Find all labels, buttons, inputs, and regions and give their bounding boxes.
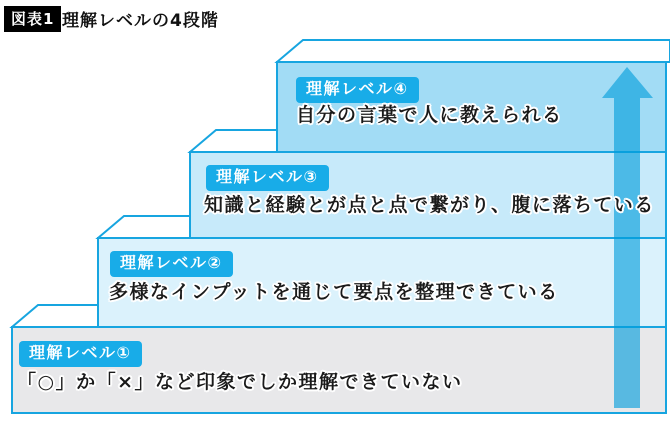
figure-tag: 図表1 [4, 6, 61, 32]
step2-level-badge: 理解レベル② [110, 251, 233, 277]
step1-top-face [12, 305, 98, 327]
step3-description: 知識と経験とが点と点で繋がり、腹に落ちている [204, 194, 655, 216]
step3-top-face [190, 130, 277, 152]
step3-level-badge: 理解レベル③ [206, 165, 329, 191]
step1-front-face [12, 327, 666, 413]
step1-level-badge: 理解レベル① [19, 341, 142, 367]
step4-top-face [277, 40, 670, 62]
step2-top-face [98, 216, 190, 238]
step2-description: 多様なインプットを通じて要点を整理できている [109, 281, 559, 303]
step1-description: 「○」か「×」など印象でしか理解できていない [17, 371, 463, 393]
step4-level-badge: 理解レベル④ [296, 77, 419, 103]
figure-title: 理解レベルの4段階 [62, 11, 219, 31]
step4-description: 自分の言葉で人に教えられる [296, 104, 563, 126]
